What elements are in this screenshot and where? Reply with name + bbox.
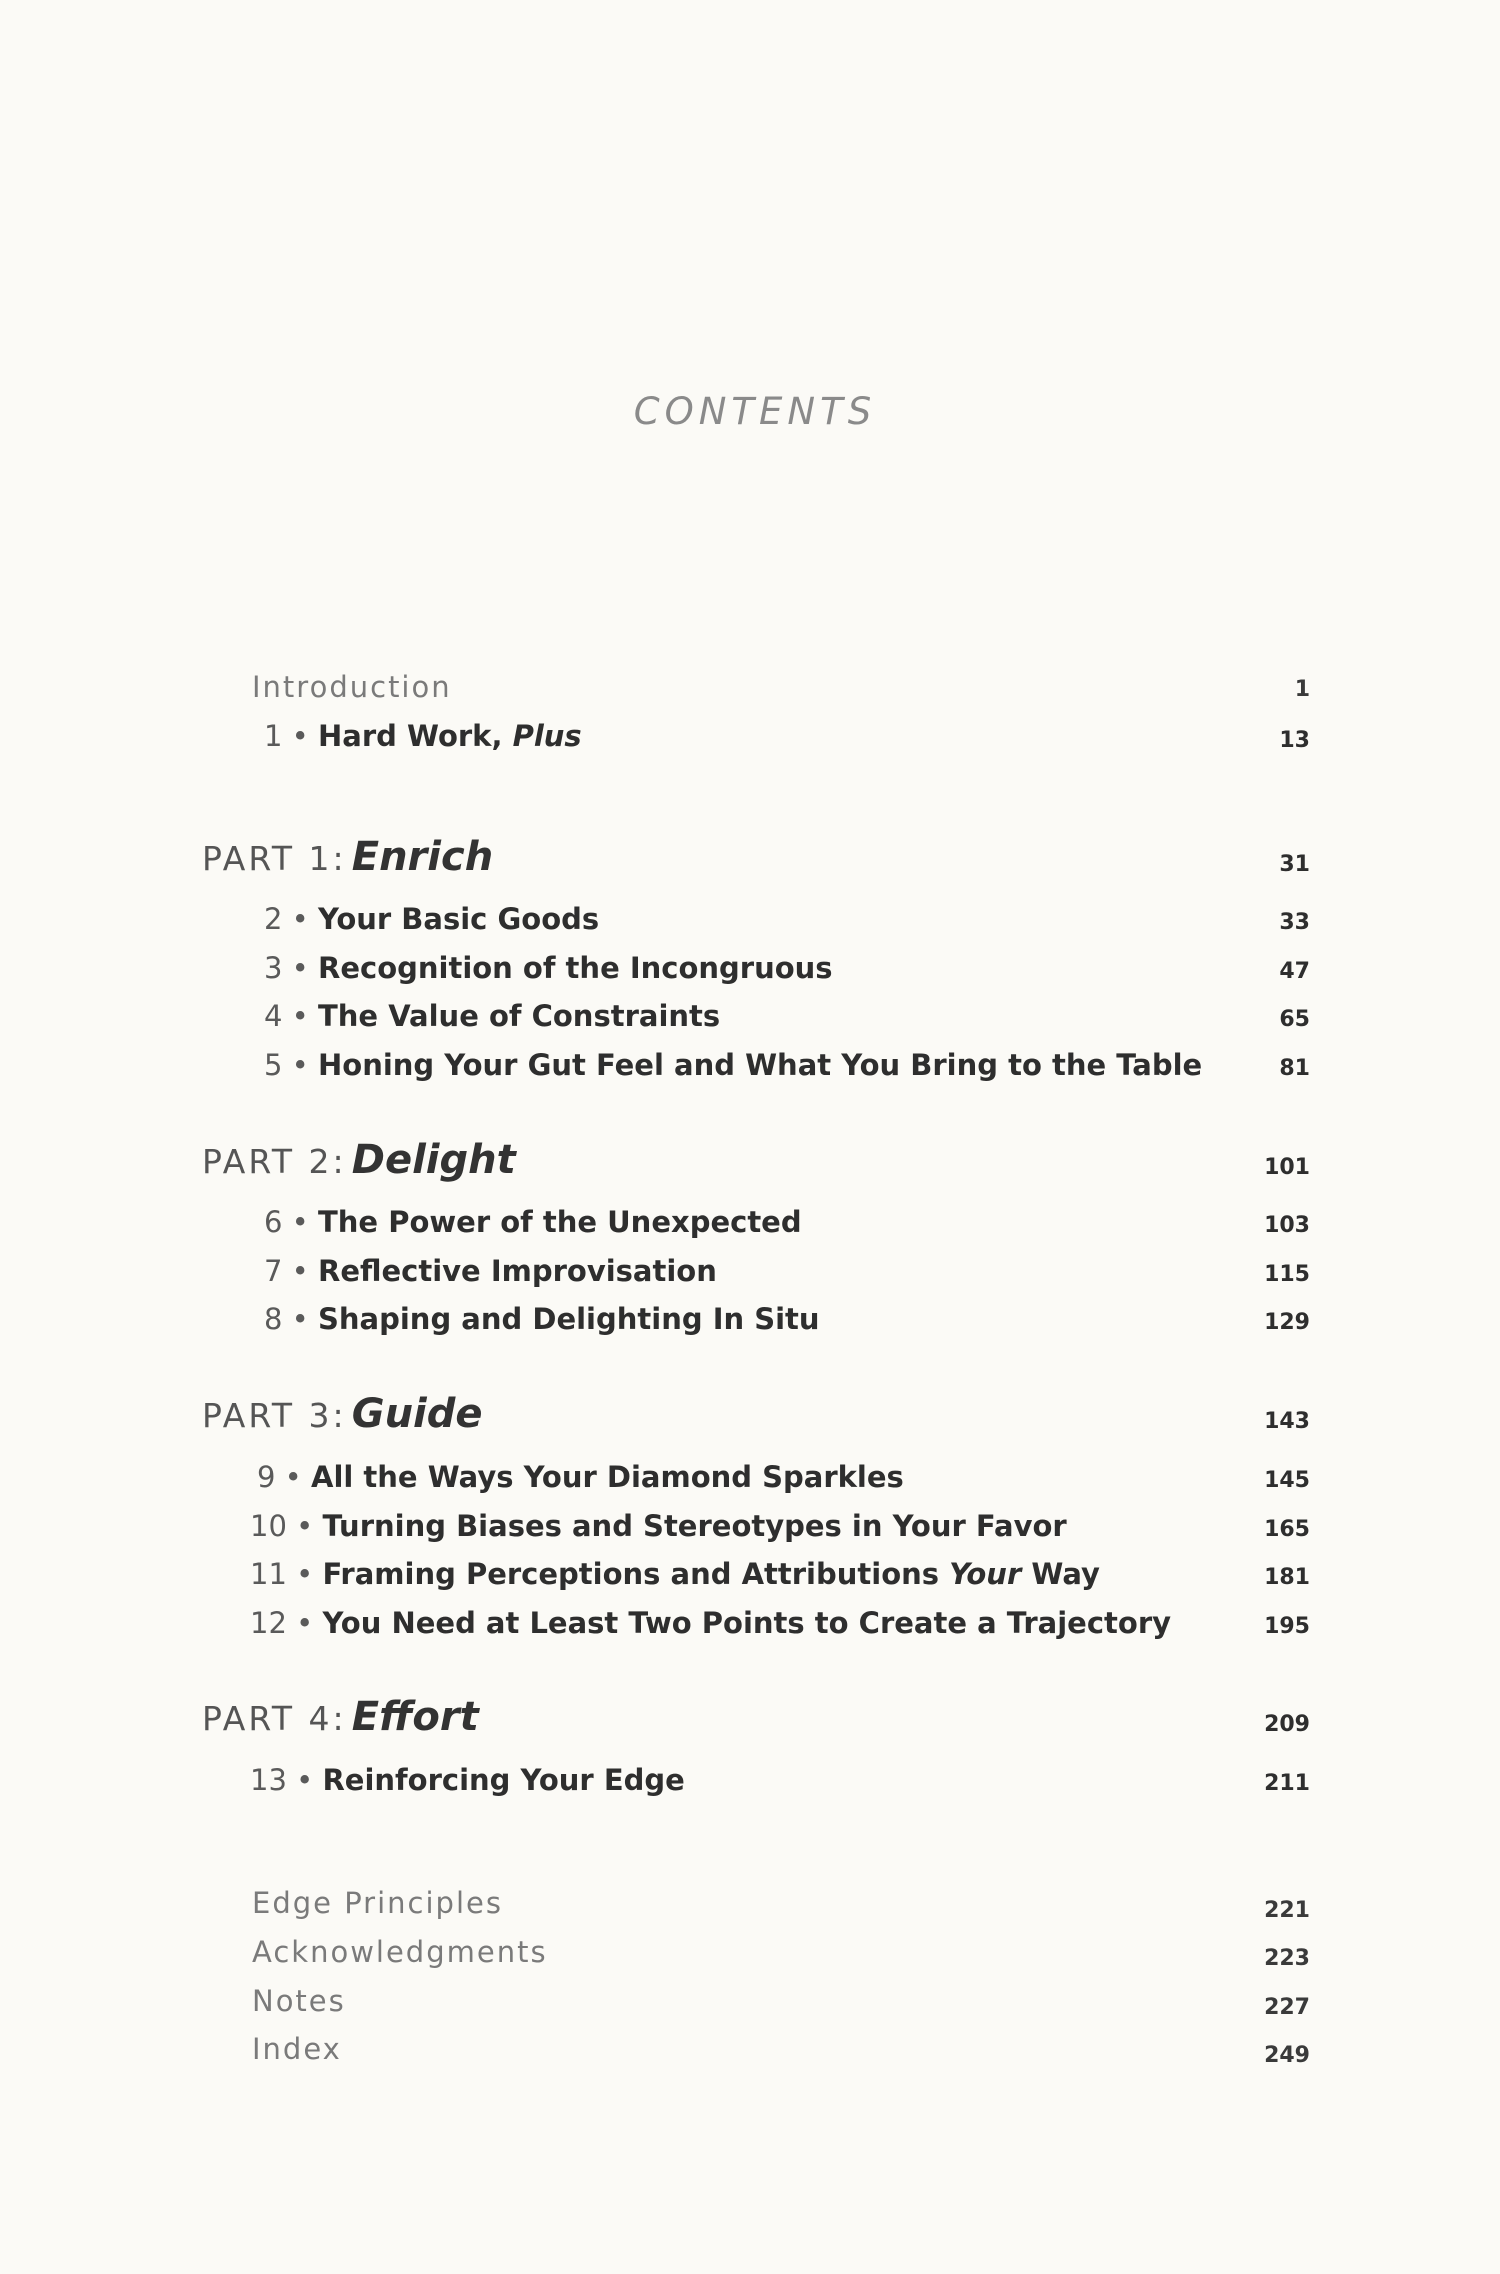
page-number: 209 bbox=[1264, 1712, 1310, 1737]
entry-label: Edge Principles bbox=[252, 1886, 503, 1920]
chapter-number: 9 bbox=[257, 1460, 276, 1494]
chapter-number: 12 bbox=[250, 1606, 287, 1640]
page-number: 81 bbox=[1279, 1056, 1310, 1081]
page-number: 195 bbox=[1264, 1614, 1310, 1639]
part-label: PART 3: bbox=[202, 1396, 347, 1435]
chapter-title: Your Basic Goods bbox=[318, 902, 600, 936]
chapter-title-italic: Plus bbox=[512, 719, 582, 753]
page-number: 143 bbox=[1264, 1409, 1310, 1434]
toc-entry-index[interactable] bbox=[252, 2027, 342, 2071]
chapter-number: 2 bbox=[264, 902, 283, 936]
bullet-separator: • bbox=[296, 1557, 314, 1591]
page-number: 249 bbox=[1264, 2043, 1310, 2068]
entry-label: Notes bbox=[252, 1984, 346, 2018]
page-number: 65 bbox=[1279, 1007, 1310, 1032]
page-number: 31 bbox=[1279, 852, 1310, 877]
page-title: CONTENTS bbox=[633, 390, 877, 433]
chapter-title: Reinforcing Your Edge bbox=[322, 1763, 685, 1797]
chapter-title: The Value of Constraints bbox=[318, 999, 721, 1033]
toc-entry-notes[interactable] bbox=[252, 1979, 346, 2023]
entry-label: Acknowledgments bbox=[252, 1935, 548, 1969]
toc-entry-introduction[interactable] bbox=[252, 665, 452, 709]
toc-part-3[interactable] bbox=[202, 1387, 483, 1441]
page-number: 129 bbox=[1264, 1310, 1310, 1335]
page-number: 181 bbox=[1264, 1565, 1310, 1590]
page-number: 115 bbox=[1264, 1262, 1310, 1287]
chapter-number: 8 bbox=[264, 1302, 283, 1336]
bullet-separator: • bbox=[291, 902, 309, 936]
chapter-number: 11 bbox=[250, 1557, 287, 1591]
chapter-title: The Power of the Unexpected bbox=[318, 1205, 802, 1239]
chapter-title: Honing Your Gut Feel and What You Bring to the Table bbox=[318, 1048, 1203, 1082]
toc-chapter-10[interactable] bbox=[250, 1504, 1067, 1548]
bullet-separator: • bbox=[291, 999, 309, 1033]
toc-chapter-3[interactable] bbox=[264, 946, 833, 990]
page-number: 1 bbox=[1294, 677, 1310, 702]
toc-chapter-5[interactable] bbox=[264, 1043, 1202, 1087]
chapter-number: 3 bbox=[264, 951, 283, 985]
bullet-separator: • bbox=[291, 1254, 309, 1288]
toc-chapter-8[interactable] bbox=[264, 1297, 820, 1341]
page-number: 13 bbox=[1279, 728, 1310, 753]
chapter-title: Turning Biases and Stereotypes in Your Favor bbox=[322, 1509, 1067, 1543]
toc-chapter-4[interactable] bbox=[264, 994, 720, 1038]
toc-chapter-6[interactable] bbox=[264, 1200, 802, 1244]
chapter-title: Hard Work, bbox=[318, 719, 513, 753]
toc-entry-edge-principles[interactable] bbox=[252, 1881, 503, 1925]
part-label: PART 1: bbox=[202, 839, 347, 878]
page-number: 221 bbox=[1264, 1898, 1310, 1923]
chapter-number: 6 bbox=[264, 1205, 283, 1239]
part-name: Delight bbox=[351, 1137, 516, 1183]
chapter-title: Shaping and Delighting In Situ bbox=[318, 1302, 820, 1336]
toc-chapter-11[interactable] bbox=[250, 1552, 1100, 1596]
bullet-separator: • bbox=[296, 1763, 314, 1797]
chapter-title: Framing Perceptions and Attributions bbox=[322, 1557, 950, 1591]
page-number: 145 bbox=[1264, 1468, 1310, 1493]
toc-part-2[interactable] bbox=[202, 1133, 516, 1187]
toc-part-4[interactable] bbox=[202, 1690, 479, 1744]
chapter-title-italic: Your bbox=[949, 1557, 1022, 1591]
page-number: 103 bbox=[1264, 1213, 1310, 1238]
part-name: Enrich bbox=[351, 834, 494, 880]
part-label: PART 2: bbox=[202, 1142, 347, 1181]
chapter-number: 10 bbox=[250, 1509, 287, 1543]
toc-chapter-13[interactable] bbox=[250, 1758, 685, 1802]
chapter-title-end: Way bbox=[1021, 1557, 1100, 1591]
part-name: Guide bbox=[351, 1391, 483, 1437]
chapter-number: 1 bbox=[264, 719, 283, 753]
page-number: 101 bbox=[1264, 1155, 1310, 1180]
bullet-separator: • bbox=[296, 1509, 314, 1543]
bullet-separator: • bbox=[291, 1205, 309, 1239]
chapter-number: 7 bbox=[264, 1254, 283, 1288]
toc-part-1[interactable] bbox=[202, 830, 493, 884]
toc-chapter-1[interactable] bbox=[264, 714, 582, 758]
chapter-number: 13 bbox=[250, 1763, 287, 1797]
chapter-title: All the Ways Your Diamond Sparkles bbox=[311, 1460, 904, 1494]
entry-label: Index bbox=[252, 2032, 342, 2066]
toc-chapter-7[interactable] bbox=[264, 1249, 717, 1293]
bullet-separator: • bbox=[291, 719, 309, 753]
page-number: 47 bbox=[1279, 959, 1310, 984]
page-number: 165 bbox=[1264, 1517, 1310, 1542]
chapter-title: You Need at Least Two Points to Create a Trajectory bbox=[322, 1606, 1172, 1640]
bullet-separator: • bbox=[296, 1606, 314, 1640]
entry-label: Introduction bbox=[252, 670, 452, 704]
toc-entry-acknowledgments[interactable] bbox=[252, 1930, 548, 1974]
part-name: Effort bbox=[351, 1694, 479, 1740]
bullet-separator: • bbox=[284, 1460, 302, 1494]
chapter-title: Recognition of the Incongruous bbox=[318, 951, 833, 985]
bullet-separator: • bbox=[291, 1302, 309, 1336]
toc-chapter-9[interactable] bbox=[257, 1455, 904, 1499]
toc-chapter-12[interactable] bbox=[250, 1601, 1171, 1645]
bullet-separator: • bbox=[291, 951, 309, 985]
chapter-number: 5 bbox=[264, 1048, 283, 1082]
chapter-number: 4 bbox=[264, 999, 283, 1033]
page-number: 211 bbox=[1264, 1771, 1310, 1796]
chapter-title: Reflective Improvisation bbox=[318, 1254, 717, 1288]
page-number: 223 bbox=[1264, 1946, 1310, 1971]
bullet-separator: • bbox=[291, 1048, 309, 1082]
page-number: 33 bbox=[1279, 910, 1310, 935]
toc-chapter-2[interactable] bbox=[264, 897, 599, 941]
page-number: 227 bbox=[1264, 1995, 1310, 2020]
part-label: PART 4: bbox=[202, 1699, 347, 1738]
